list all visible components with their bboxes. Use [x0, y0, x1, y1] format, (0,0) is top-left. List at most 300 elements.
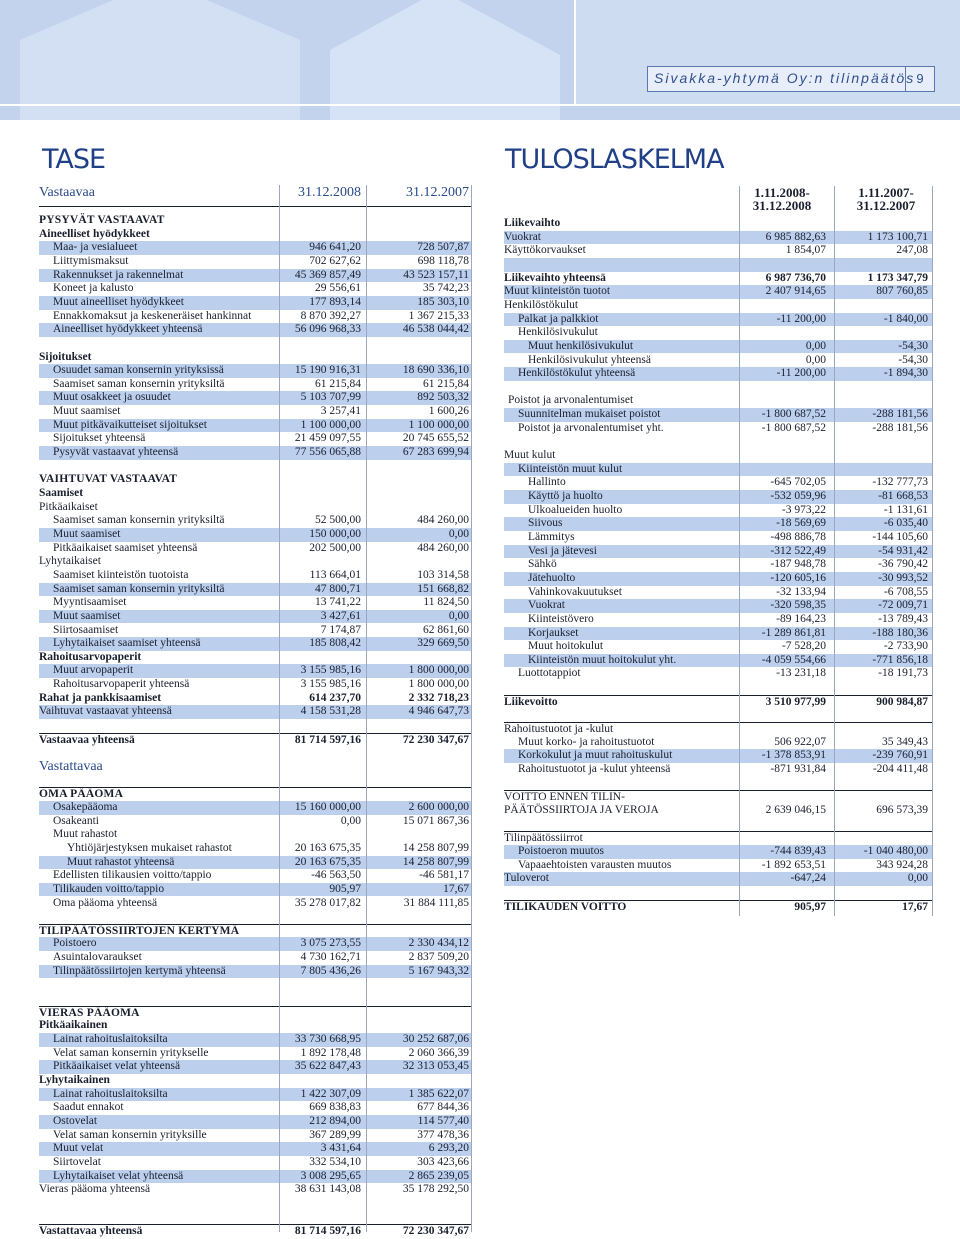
income-row	[504, 285, 932, 299]
income-row	[504, 599, 932, 613]
balance-row	[39, 1170, 471, 1184]
income-row	[504, 476, 932, 490]
value-previous: 329 669,50	[417, 637, 469, 650]
balance-row	[39, 1115, 471, 1129]
row-label: Liikevaihto	[504, 217, 561, 229]
balance-row	[39, 856, 471, 870]
income-row	[504, 449, 932, 463]
balance-row	[39, 624, 471, 638]
value-previous: -6 708,55	[883, 585, 928, 598]
value-previous: -13 789,43	[878, 612, 928, 625]
balance-row	[39, 364, 471, 378]
row-label: Lyhytaikainen	[39, 1073, 110, 1086]
value-previous: 103 314,58	[417, 568, 469, 581]
row-label: PÄÄTÖSSIIRTOJA JA VEROJA	[504, 803, 659, 816]
balance-row	[39, 1101, 471, 1115]
row-label: Muut saamiset	[53, 609, 121, 622]
row-label: TILIPÄÄTÖSSIIRTOJEN KERTYMÄ	[39, 924, 240, 937]
income-row	[504, 408, 932, 422]
value-previous: 677 844,36	[417, 1101, 469, 1114]
balance-row	[39, 487, 471, 501]
row-label: Poistoeron muutos	[518, 844, 604, 857]
row-label: Tuloverot	[504, 872, 549, 885]
header-title-box	[647, 66, 935, 92]
income-row	[504, 681, 932, 695]
income-row	[504, 763, 932, 777]
row-label: Lyhytaikaiset saamiset yhteensä	[53, 637, 201, 650]
income-row	[504, 381, 932, 395]
value-previous: 1 100 000,00	[408, 418, 469, 431]
balance-row	[39, 746, 471, 760]
row-label: TILIKAUDEN VOITTO	[504, 900, 627, 913]
value-previous: 17,67	[902, 900, 928, 913]
row-label: Henkilöstökulut yhteensä	[518, 367, 636, 380]
value-current: -11 200,00	[776, 367, 826, 380]
value-current: 506 922,07	[774, 735, 826, 748]
income-row	[504, 517, 932, 531]
value-current: -187 948,78	[770, 558, 826, 571]
income-col-divider-1	[739, 186, 740, 916]
value-previous: -54,30	[898, 353, 928, 366]
house-rooftops-graphic	[0, 0, 960, 120]
balance-row	[39, 269, 471, 283]
value-previous: 377 478,36	[417, 1128, 469, 1141]
value-previous: 900 984,87	[876, 695, 928, 708]
row-label: Saamiset	[39, 487, 84, 499]
value-current: -7 528,20	[781, 640, 826, 653]
balance-row	[39, 883, 471, 897]
value-current: 35 622 847,43	[294, 1060, 361, 1073]
balance-row	[39, 842, 471, 856]
value-current: 35 278 017,82	[294, 896, 361, 909]
balance-row	[39, 678, 471, 692]
row-label: Siirtovelat	[53, 1155, 101, 1168]
value-previous: -132 777,73	[872, 476, 928, 489]
value-current: 20 163 675,35	[294, 841, 361, 854]
value-previous: -204 411,48	[872, 763, 928, 775]
value-previous: 114 577,40	[417, 1114, 469, 1127]
balance-row	[39, 528, 471, 542]
value-previous: -6 035,40	[883, 517, 928, 530]
assets-heading: Vastaavaa	[39, 185, 95, 200]
value-previous: -72 009,71	[878, 599, 928, 612]
header-divider	[39, 206, 471, 207]
value-previous: 343 924,28	[876, 858, 928, 871]
income-row	[504, 490, 932, 504]
value-previous: 2 600 000,00	[408, 800, 469, 813]
row-label: Tilinpäätössiirtojen kertymä yhteensä	[53, 964, 226, 977]
row-label: Myyntisaamiset	[53, 596, 127, 609]
balance-row	[39, 910, 471, 924]
income-row	[504, 613, 932, 627]
income-row	[504, 900, 932, 915]
value-current: -312 522,49	[770, 544, 826, 557]
value-current: 29 556,61	[315, 282, 361, 295]
income-col-divider-2	[834, 186, 835, 916]
value-previous: 4 946 647,73	[408, 705, 469, 718]
row-label: Käyttö ja huolto	[528, 490, 603, 502]
value-previous: 1 173 100,71	[867, 230, 928, 243]
row-label: Muut velat	[53, 1142, 104, 1155]
balance-row	[39, 965, 471, 979]
row-label: Sähkö	[528, 558, 557, 571]
value-current: 0,00	[805, 339, 826, 352]
row-label: Vesi ja jätevesi	[528, 544, 597, 557]
balance-row	[39, 705, 471, 719]
value-current: -647,24	[790, 872, 826, 885]
value-current: -532 059,96	[770, 490, 826, 502]
balance-row	[39, 1142, 471, 1156]
row-label: Rahoitusarvopaperit yhteensä	[53, 678, 190, 691]
row-label: Koneet ja kalusto	[53, 282, 134, 295]
balance-row	[39, 351, 471, 365]
row-label: Saamiset saman konsernin yrityksiltä	[53, 582, 225, 595]
value-current: 61 215,84	[315, 377, 361, 390]
value-previous: 696 573,39	[876, 803, 928, 816]
balance-row	[39, 1197, 471, 1211]
value-previous: -1 894,30	[883, 367, 928, 380]
row-label: Pysyvät vastaavat yhteensä	[53, 446, 179, 459]
balance-row	[39, 1074, 471, 1088]
balance-row	[39, 828, 471, 842]
balance-row	[39, 337, 471, 351]
row-label: Velat saman konsernin yrityksille	[53, 1128, 207, 1141]
value-previous: -288 181,56	[872, 421, 928, 434]
value-current: 15 190 916,31	[294, 364, 361, 377]
income-row	[504, 695, 932, 710]
income-row	[504, 313, 932, 327]
row-label: Kiinteistön muut hoitokulut yht.	[528, 653, 677, 666]
column-2007-heading: 31.12.2007	[406, 185, 469, 200]
income-statement-title: TULOSLASKELMA	[505, 144, 724, 175]
row-label: Saamiset saman konsernin yrityksiltä	[53, 514, 225, 527]
income-row	[504, 749, 932, 763]
balance-row	[39, 815, 471, 829]
value-current: 6 987 736,70	[765, 271, 826, 284]
value-current: 15 160 000,00	[294, 800, 361, 813]
balance-row	[39, 1156, 471, 1170]
value-current: -18 569,69	[776, 517, 826, 530]
value-current: 3 427,61	[320, 609, 361, 622]
balance-row	[39, 1224, 471, 1239]
value-current: -32 133,94	[776, 585, 826, 598]
balance-row	[39, 378, 471, 392]
balance-row	[39, 419, 471, 433]
row-label: Vuokrat	[528, 599, 565, 612]
value-previous: 1 800 000,00	[408, 664, 469, 677]
row-label: Muut hoitokulut	[528, 640, 604, 653]
row-label: Henkilösivukulut yhteensä	[528, 353, 651, 366]
value-current: 38 631 143,08	[294, 1183, 361, 1196]
value-current: -1 289 861,81	[761, 626, 826, 639]
row-label: VIERAS PÄÄOMA	[39, 1006, 140, 1019]
value-previous: -771 856,18	[872, 653, 928, 666]
income-col2-heading: 1.11.2007- 31.12.2007	[856, 185, 916, 213]
income-row	[504, 640, 932, 654]
income-row	[504, 394, 932, 408]
row-label: Poistot ja arvonalentumiset	[508, 394, 634, 407]
row-label: Liikevoitto	[504, 695, 558, 708]
value-current: 3 155 985,16	[300, 678, 361, 691]
income-row	[504, 667, 932, 681]
row-label: Aineelliset hyödykkeet	[39, 227, 150, 240]
value-current: 702 627,62	[309, 254, 361, 267]
row-label: Ulkoalueiden huolto	[528, 503, 623, 516]
income-row	[504, 708, 932, 722]
row-label: Tilinpäätössiirrot	[504, 832, 583, 845]
value-current: 3 431,64	[320, 1142, 361, 1155]
row-label: Muut rahastot	[53, 828, 118, 841]
value-current: 6 985 882,63	[765, 230, 826, 243]
balance-row	[39, 282, 471, 296]
row-label: Vaihtuvat vastaavat yhteensä	[39, 705, 172, 718]
value-current: 21 459 097,55	[294, 432, 361, 445]
balance-row	[39, 460, 471, 474]
value-current: 332 534,10	[309, 1155, 361, 1168]
value-previous: 11 824,50	[423, 596, 469, 609]
balance-row	[39, 296, 471, 310]
row-label: Henkilöstökulut	[504, 298, 579, 311]
balance-row	[39, 228, 471, 242]
value-current: 946 641,20	[309, 241, 361, 254]
row-label: Korkokulut ja muut rahoituskulut	[518, 749, 673, 762]
income-row	[504, 558, 932, 572]
value-previous: 892 503,32	[417, 391, 469, 404]
value-current: -3 973,22	[781, 503, 826, 516]
value-current: -13 231,18	[776, 667, 826, 680]
value-previous: 31 884 111,85	[403, 896, 469, 909]
value-previous: 18 690 336,10	[402, 364, 469, 377]
value-current: -4 059 554,66	[761, 653, 826, 666]
value-previous: 14 258 807,99	[402, 841, 469, 854]
row-label: Muut pitkävaikutteiset sijoitukset	[53, 418, 207, 431]
value-previous: 2 060 366,39	[408, 1046, 469, 1059]
value-current: 1 100 000,00	[300, 418, 361, 431]
row-label: Osuudet saman konsernin yrityksissä	[53, 364, 224, 377]
balance-row	[39, 569, 471, 583]
row-label: Vieras pääoma yhteensä	[39, 1183, 151, 1196]
balance-row	[39, 241, 471, 255]
value-previous: 30 252 687,06	[402, 1033, 469, 1045]
income-col-divider-3	[932, 186, 933, 916]
income-row	[504, 435, 932, 449]
row-label: Saamiset saman konsernin yrityksiltä	[53, 377, 225, 390]
balance-row	[39, 310, 471, 324]
value-current: 367 289,99	[309, 1128, 361, 1141]
balance-row	[39, 1210, 471, 1224]
balance-row	[39, 869, 471, 883]
value-previous: -1 131,61	[883, 503, 928, 516]
value-current: 56 096 968,33	[294, 323, 361, 336]
value-previous: -188 180,36	[872, 626, 928, 639]
value-previous: 807 760,85	[876, 285, 928, 298]
balance-row	[39, 255, 471, 269]
row-label: Vapaaehtoisten varausten muutos	[518, 858, 672, 871]
income-row	[504, 504, 932, 518]
row-label: Muut korko- ja rahoitustuotot	[518, 735, 655, 748]
income-row	[504, 654, 932, 668]
row-label: Lämmitys	[528, 530, 575, 543]
value-current: 52 500,00	[315, 514, 361, 527]
balance-row	[39, 651, 471, 665]
value-previous: 15 071 867,36	[402, 814, 469, 827]
row-label: Maa- ja vesialueet	[53, 241, 138, 254]
value-current: 4 730 162,71	[300, 951, 361, 964]
row-label: Muut saamiset	[53, 527, 121, 540]
income-row	[504, 531, 932, 545]
row-label: Lyhytaikaiset velat yhteensä	[53, 1169, 184, 1182]
balance-row	[39, 514, 471, 528]
income-row	[504, 736, 932, 750]
balance-row	[39, 555, 471, 569]
value-previous: 728 507,87	[417, 241, 469, 254]
row-label: VOITTO ENNEN TILIN-	[504, 791, 625, 804]
value-current: -1 800 687,52	[761, 408, 826, 421]
value-previous: -54,30	[898, 339, 928, 352]
row-label: Kiinteistövero	[528, 612, 594, 625]
value-current: 4 158 531,28	[300, 705, 361, 718]
value-previous: 484 260,00	[417, 514, 469, 527]
balance-row	[39, 405, 471, 419]
value-current: -645 702,05	[770, 476, 826, 489]
balance-sheet-table	[39, 214, 471, 1238]
value-previous: -144 105,60	[872, 530, 928, 543]
value-previous: -239 760,91	[872, 749, 928, 762]
row-label: Ostovelat	[53, 1114, 98, 1127]
balance-row	[39, 692, 471, 706]
value-current: 113 664,01	[309, 568, 361, 581]
row-label: Vastattavaa yhteensä	[39, 1225, 143, 1238]
value-current: -1 378 853,91	[761, 749, 826, 762]
value-previous: 20 745 655,52	[402, 432, 469, 445]
row-label: Osakeanti	[53, 814, 99, 827]
income-row	[504, 886, 932, 900]
balance-row	[39, 760, 471, 774]
value-current: 45 369 857,49	[294, 268, 361, 281]
row-label: Vastaavaa yhteensä	[39, 733, 135, 746]
balance-row	[39, 774, 471, 788]
value-previous: -1 040 480,00	[863, 844, 928, 857]
balance-row	[39, 596, 471, 610]
value-current: 185 808,42	[309, 637, 361, 650]
row-label: Luottotappiot	[518, 667, 581, 680]
value-current: -89 164,23	[776, 612, 826, 625]
value-previous: 35 742,23	[423, 282, 469, 295]
balance-col-divider-2	[366, 185, 367, 1232]
balance-row	[39, 1088, 471, 1102]
value-previous: -46 581,17	[419, 869, 469, 882]
row-label: Vahinkovakuutukset	[528, 585, 622, 598]
value-current: 3 155 985,16	[300, 664, 361, 677]
value-current: -320 598,35	[770, 599, 826, 612]
income-row	[504, 545, 932, 559]
row-label: Pitkäaikainen	[39, 1019, 108, 1032]
income-row	[504, 354, 932, 368]
balance-row	[39, 924, 471, 939]
income-row	[504, 463, 932, 477]
value-previous: 46 538 044,42	[402, 323, 469, 336]
balance-row	[39, 719, 471, 733]
row-label: Sijoitukset	[39, 350, 92, 363]
value-previous: 17,67	[443, 882, 469, 895]
value-previous: 0,00	[448, 609, 469, 622]
row-label: Muut kiinteistön tuotot	[504, 285, 611, 298]
balance-row	[39, 951, 471, 965]
value-previous: 484 260,00	[417, 541, 469, 554]
value-previous: 2 332 718,23	[408, 691, 469, 704]
row-label: Muut henkilösivukulut	[528, 339, 634, 352]
balance-row	[39, 610, 471, 624]
row-label: Palkat ja palkkiot	[518, 312, 599, 325]
balance-row	[39, 1129, 471, 1143]
balance-row	[39, 897, 471, 911]
row-label: Pitkäaikaiset saamiset yhteensä	[53, 541, 198, 554]
row-label: Jätehuolto	[528, 571, 576, 584]
row-label: Rahoitustuotot ja -kulut	[504, 723, 614, 736]
balance-row	[39, 937, 471, 951]
row-label: Hallinto	[528, 476, 566, 489]
balance-row	[39, 801, 471, 815]
row-label: Muut arvopaperit	[53, 664, 134, 677]
value-previous: 72 230 347,67	[402, 1225, 469, 1238]
balance-row	[39, 992, 471, 1006]
income-row	[504, 244, 932, 258]
row-label: Muut kulut	[504, 449, 556, 462]
value-previous: 698 118,78	[417, 254, 469, 267]
income-row	[504, 340, 932, 354]
balance-row	[39, 1183, 471, 1197]
row-label: Siivous	[528, 517, 563, 530]
balance-row	[39, 446, 471, 460]
balance-row	[39, 501, 471, 515]
value-previous: 1 367 215,33	[408, 309, 469, 322]
value-previous: 151 668,82	[417, 582, 469, 595]
value-previous: 1 385 622,07	[408, 1087, 469, 1100]
value-current: 614 237,70	[309, 691, 361, 704]
balance-row	[39, 1047, 471, 1061]
value-current: 202 500,00	[309, 541, 361, 554]
income-row	[504, 845, 932, 859]
value-previous: 72 230 347,67	[402, 733, 469, 746]
value-current: 1 854,07	[785, 244, 826, 257]
value-previous: -18 191,73	[878, 667, 928, 680]
value-current: 20 163 675,35	[294, 855, 361, 868]
balance-col-divider-1	[279, 185, 280, 1232]
value-previous: 43 523 157,11	[403, 268, 469, 281]
value-previous: -1 840,00	[883, 312, 928, 325]
value-previous: 1 600,26	[428, 405, 469, 418]
value-current: 77 556 065,88	[294, 446, 361, 459]
value-previous: 5 167 943,32	[408, 964, 469, 977]
value-current: 7 805 436,26	[300, 964, 361, 977]
income-row	[504, 299, 932, 313]
balance-row	[39, 1006, 471, 1021]
value-current: 3 257,41	[320, 405, 361, 418]
value-previous: 1 800 000,00	[408, 678, 469, 691]
row-label: Muut rahastot yhteensä	[67, 855, 175, 868]
value-current: 212 894,00	[309, 1114, 361, 1127]
value-previous: -288 181,56	[872, 408, 928, 421]
row-label: Korjaukset	[528, 626, 579, 639]
row-label: Suunnitelman mukaiset poistot	[518, 408, 661, 421]
income-row	[504, 231, 932, 245]
row-label: VAIHTUVAT VASTAAVAT	[39, 473, 178, 486]
row-label: OMA PÄÄOMA	[39, 788, 124, 801]
value-previous: 67 283 699,94	[402, 446, 469, 459]
balance-row	[39, 323, 471, 337]
income-row	[504, 777, 932, 791]
value-current: 81 714 597,16	[294, 1225, 361, 1238]
